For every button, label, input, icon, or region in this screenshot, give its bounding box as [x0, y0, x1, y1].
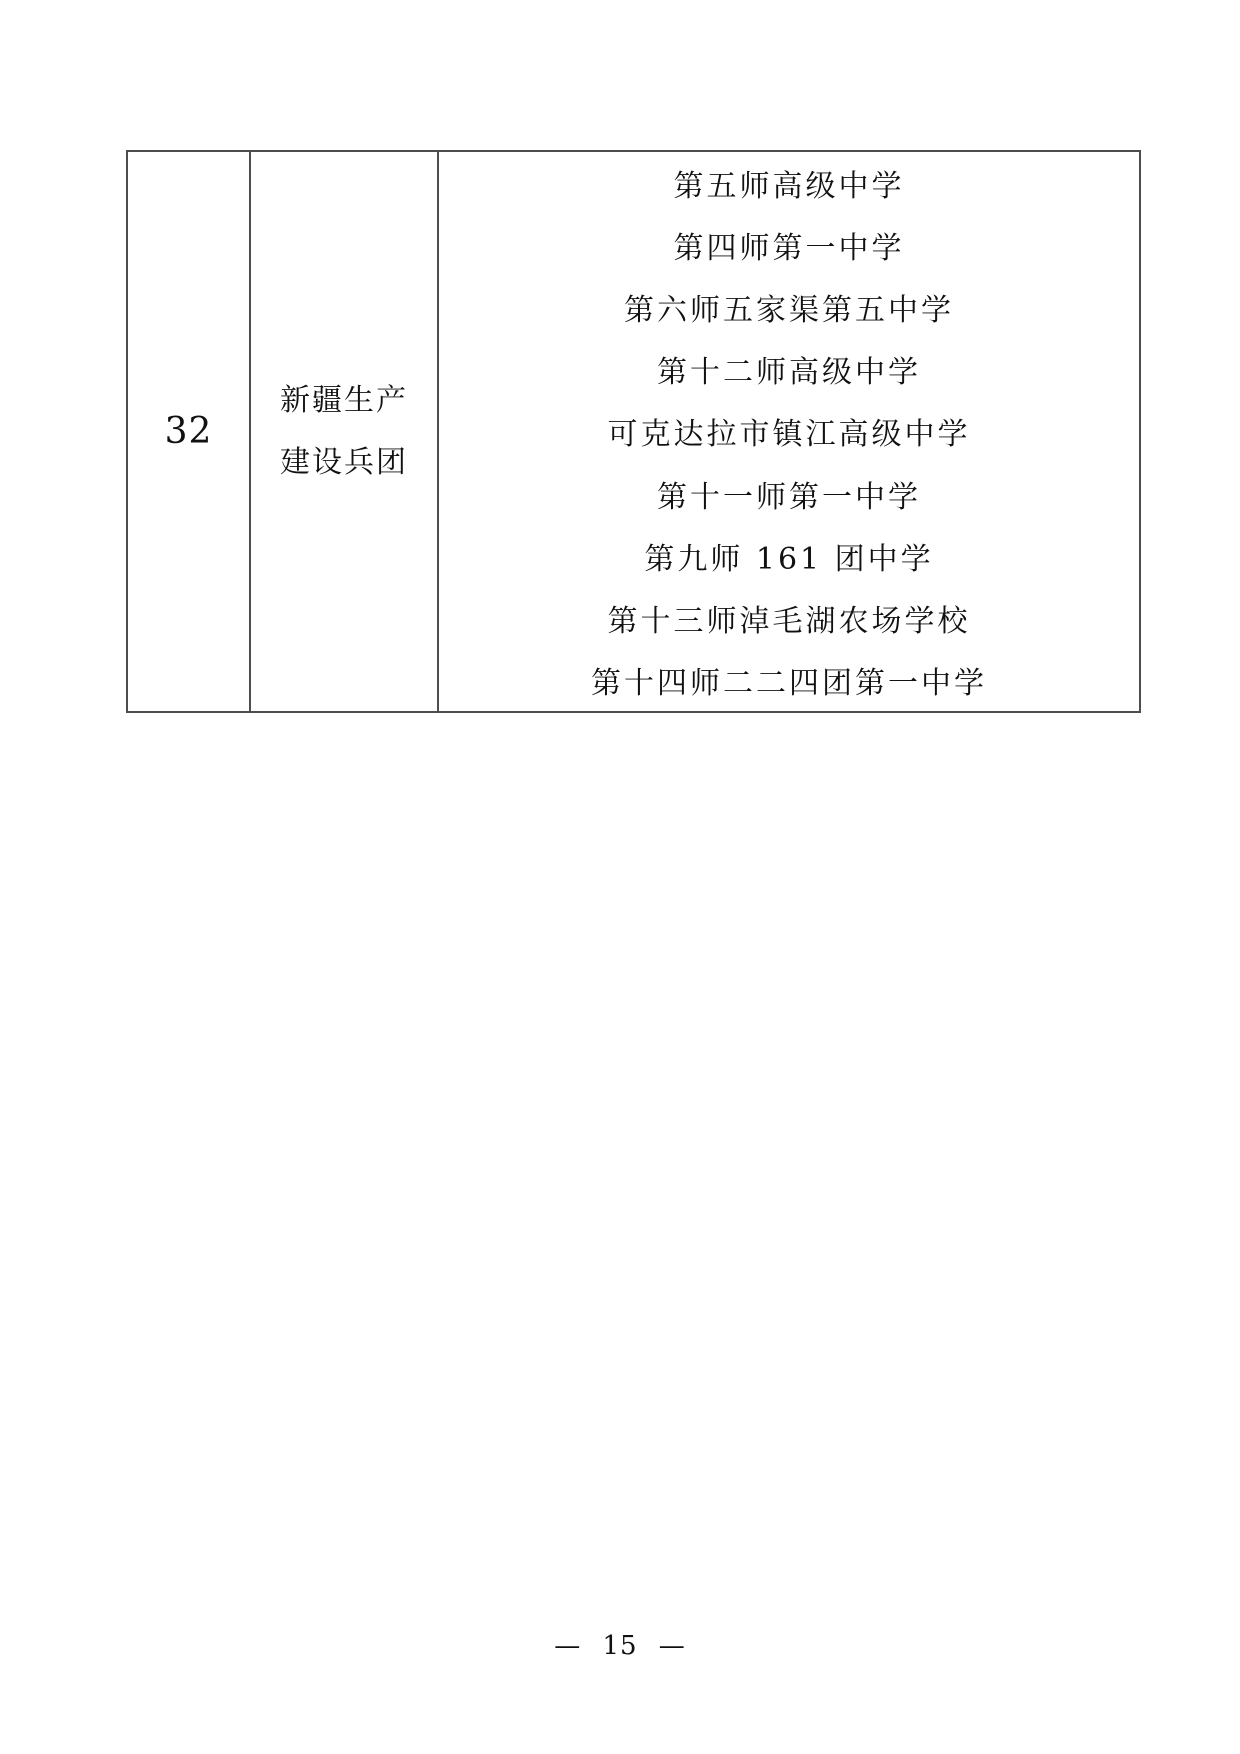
school-name: 第五师高级中学 [673, 169, 905, 205]
school-name: 第九师 161 团中学 [644, 541, 934, 577]
school-name: 第六师五家渠第五中学 [624, 293, 954, 329]
page-number: — 15 — [554, 1631, 686, 1661]
schools-cell [438, 151, 1140, 712]
school-name: 第十一师第一中学 [657, 479, 921, 515]
row-index-cell: 32 [127, 151, 250, 712]
school-name: 第十二师高级中学 [657, 355, 921, 391]
region-name-line-2: 建设兵团 [280, 444, 408, 480]
region-name-line-1: 新疆生产 [280, 382, 408, 418]
school-list [439, 152, 1139, 711]
schools-table [126, 150, 1141, 713]
region-cell [250, 151, 438, 712]
school-name: 第十四师二二四团第一中学 [591, 665, 987, 701]
school-name: 第十三师淖毛湖农场学校 [607, 603, 971, 639]
school-name: 第四师第一中学 [673, 231, 905, 267]
school-name: 可克达拉市镇江高级中学 [607, 417, 971, 453]
table-row [127, 151, 1140, 712]
